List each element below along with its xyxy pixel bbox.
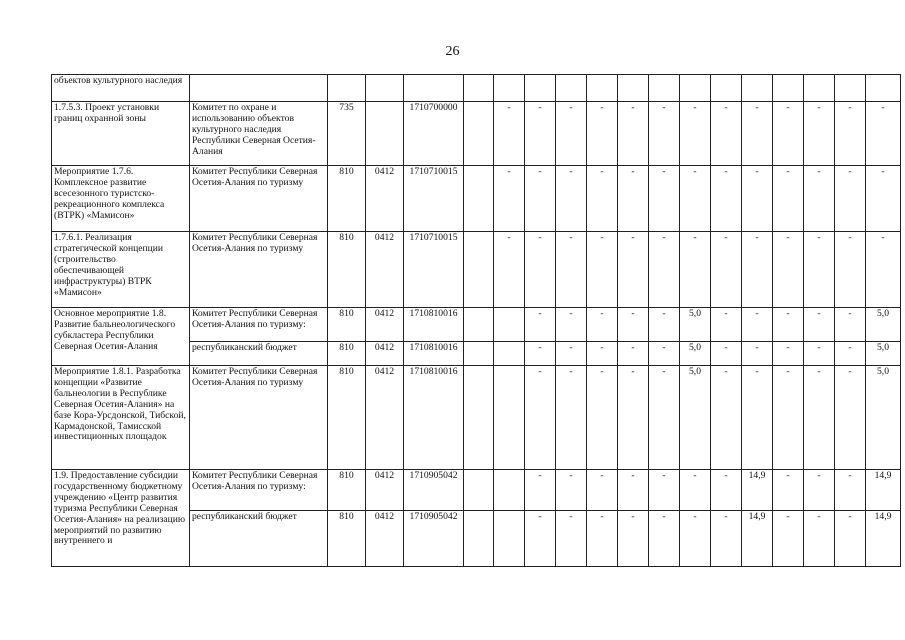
value-cell <box>556 75 587 102</box>
value-cell <box>773 75 804 102</box>
value-cell: - <box>649 470 680 511</box>
value-cell: - <box>525 166 556 232</box>
value-cell: - <box>742 102 773 166</box>
executor-cell: Комитет Республики Северная Осетия-Алания по туризму <box>190 366 328 470</box>
value-cell: - <box>587 366 618 470</box>
value-cell: - <box>680 232 711 308</box>
executor-cell: Комитет Республики Северная Осетия-Алания по туризму: <box>190 308 328 342</box>
value-cell: - <box>742 366 773 470</box>
value-cell: - <box>804 166 835 232</box>
grbs-cell: 810 <box>328 232 366 308</box>
value-cell: - <box>773 232 804 308</box>
value-cell <box>494 470 525 511</box>
value-cell: - <box>742 342 773 366</box>
executor-cell: Комитет Республики Северная Осетия-Алания по туризму: <box>190 470 328 511</box>
value-cell: - <box>525 308 556 342</box>
value-cell: - <box>556 308 587 342</box>
grbs-cell: 810 <box>328 470 366 511</box>
value-cell: - <box>587 166 618 232</box>
value-cell: - <box>835 511 866 567</box>
vr-cell <box>464 366 494 470</box>
value-cell: - <box>866 102 901 166</box>
table-row <box>52 166 901 232</box>
executor-cell: Комитет Республики Северная Осетия-Алания по туризму <box>190 166 328 232</box>
value-cell: - <box>773 102 804 166</box>
csr-cell: 1710710015 <box>404 232 464 308</box>
vr-cell <box>464 308 494 342</box>
vr-cell <box>464 166 494 232</box>
value-cell: - <box>525 102 556 166</box>
value-cell: - <box>587 470 618 511</box>
rzpr-cell <box>366 75 404 102</box>
value-cell: - <box>835 232 866 308</box>
measure-name-cell: Мероприятие 1.7.6. Комплексное развитие всесезонного туристско-рекреационного комплекса (ВТРК) «Мамисон» <box>52 166 190 232</box>
value-cell: - <box>773 470 804 511</box>
value-cell: - <box>742 308 773 342</box>
rzpr-cell: 0412 <box>366 232 404 308</box>
value-cell: - <box>618 470 649 511</box>
measure-name-cell: 1.9. Предоставление субсидии государственному бюджетному учреждению «Центр развития туризма Республики Северная Осетия-Алания» на реализацию мероприятий по развитию внутреннего и <box>52 470 190 567</box>
rzpr-cell: 0412 <box>366 342 404 366</box>
value-cell: - <box>649 366 680 470</box>
rzpr-cell: 0412 <box>366 166 404 232</box>
value-cell: - <box>835 308 866 342</box>
measure-name-cell: Основное мероприятие 1.8. Развитие бальнеологического субкластера Республики Северная Осетия-Алания <box>52 308 190 366</box>
value-cell: - <box>525 511 556 567</box>
value-cell: 5,0 <box>866 342 901 366</box>
executor-cell <box>190 75 328 102</box>
value-cell: - <box>556 232 587 308</box>
csr-cell: 1710810016 <box>404 308 464 342</box>
value-cell: 5,0 <box>866 308 901 342</box>
budget-table <box>51 74 901 567</box>
value-cell: - <box>680 102 711 166</box>
value-cell: - <box>835 166 866 232</box>
value-cell <box>866 75 901 102</box>
measure-name-cell: 1.7.5.3. Проект установки границ охранной зоны <box>52 102 190 166</box>
value-cell: - <box>556 511 587 567</box>
value-cell: - <box>556 470 587 511</box>
value-cell <box>835 75 866 102</box>
value-cell <box>494 342 525 366</box>
value-cell: - <box>711 308 742 342</box>
value-cell: - <box>587 511 618 567</box>
csr-cell <box>404 75 464 102</box>
value-cell: - <box>711 342 742 366</box>
value-cell: - <box>680 470 711 511</box>
value-cell: 5,0 <box>866 366 901 470</box>
vr-cell <box>464 102 494 166</box>
grbs-cell: 810 <box>328 308 366 342</box>
value-cell <box>525 75 556 102</box>
value-cell: - <box>711 511 742 567</box>
rzpr-cell: 0412 <box>366 470 404 511</box>
value-cell: - <box>618 166 649 232</box>
value-cell <box>494 308 525 342</box>
value-cell: - <box>804 308 835 342</box>
value-cell <box>587 75 618 102</box>
value-cell: - <box>494 232 525 308</box>
value-cell: - <box>618 308 649 342</box>
value-cell: - <box>587 342 618 366</box>
value-cell <box>649 75 680 102</box>
table-row <box>52 470 901 511</box>
grbs-cell <box>328 75 366 102</box>
value-cell <box>494 366 525 470</box>
value-cell: 14,9 <box>742 511 773 567</box>
rzpr-cell <box>366 102 404 166</box>
value-cell: - <box>773 342 804 366</box>
value-cell: - <box>742 166 773 232</box>
value-cell: - <box>649 102 680 166</box>
csr-cell: 1710810016 <box>404 366 464 470</box>
csr-cell: 1710810016 <box>404 342 464 366</box>
value-cell: - <box>711 366 742 470</box>
value-cell: - <box>618 102 649 166</box>
csr-cell: 1710710015 <box>404 166 464 232</box>
value-cell <box>804 75 835 102</box>
value-cell: - <box>711 166 742 232</box>
measure-name-cell: объектов культурного наследия <box>52 75 190 102</box>
value-cell: - <box>649 511 680 567</box>
value-cell: - <box>804 232 835 308</box>
value-cell: - <box>556 102 587 166</box>
value-cell: 14,9 <box>866 470 901 511</box>
value-cell: - <box>587 102 618 166</box>
value-cell: - <box>494 102 525 166</box>
table-row <box>52 75 901 102</box>
value-cell <box>618 75 649 102</box>
vr-cell <box>464 470 494 511</box>
value-cell: - <box>618 511 649 567</box>
value-cell: 14,9 <box>866 511 901 567</box>
value-cell: - <box>556 166 587 232</box>
measure-name-cell: Мероприятие 1.8.1. Разработка концепции «Развитие бальнеологии в Республике Северная Осетия-Алания» на базе Кора-Урсдонской, Тибской, Кармадонской, Тамисской инвестиционных площадок <box>52 366 190 470</box>
value-cell: - <box>649 232 680 308</box>
value-cell: - <box>525 232 556 308</box>
executor-cell: Комитет Республики Северная Осетия-Алания по туризму <box>190 232 328 308</box>
value-cell <box>494 511 525 567</box>
value-cell <box>494 75 525 102</box>
value-cell: - <box>711 102 742 166</box>
table-row <box>52 366 901 470</box>
executor-cell: республиканский бюджет <box>190 342 328 366</box>
value-cell <box>680 75 711 102</box>
value-cell: - <box>773 166 804 232</box>
value-cell: - <box>711 232 742 308</box>
vr-cell <box>464 342 494 366</box>
value-cell: - <box>773 366 804 470</box>
table-row <box>52 102 901 166</box>
value-cell: - <box>804 366 835 470</box>
value-cell: - <box>525 470 556 511</box>
rzpr-cell: 0412 <box>366 308 404 342</box>
value-cell: 5,0 <box>680 342 711 366</box>
value-cell: - <box>556 366 587 470</box>
csr-cell: 1710905042 <box>404 511 464 567</box>
value-cell: - <box>525 366 556 470</box>
table-row <box>52 232 901 308</box>
value-cell: - <box>835 470 866 511</box>
grbs-cell: 735 <box>328 102 366 166</box>
value-cell: - <box>680 166 711 232</box>
value-cell: - <box>525 342 556 366</box>
value-cell: - <box>773 308 804 342</box>
value-cell: - <box>680 511 711 567</box>
vr-cell <box>464 511 494 567</box>
value-cell: 14,9 <box>742 470 773 511</box>
value-cell: - <box>556 342 587 366</box>
value-cell: - <box>835 342 866 366</box>
value-cell: - <box>804 470 835 511</box>
value-cell: - <box>742 232 773 308</box>
value-cell: - <box>649 342 680 366</box>
value-cell: 5,0 <box>680 366 711 470</box>
value-cell: - <box>494 166 525 232</box>
value-cell: - <box>618 342 649 366</box>
value-cell: 5,0 <box>680 308 711 342</box>
executor-cell: Комитет по охране и использованию объектов культурного наследия Республики Северная Осетия-Алания <box>190 102 328 166</box>
vr-cell <box>464 75 494 102</box>
value-cell: - <box>835 102 866 166</box>
value-cell: - <box>866 166 901 232</box>
table-row <box>52 308 901 342</box>
grbs-cell: 810 <box>328 342 366 366</box>
value-cell: - <box>773 511 804 567</box>
value-cell: - <box>587 232 618 308</box>
csr-cell: 1710905042 <box>404 470 464 511</box>
value-cell: - <box>649 308 680 342</box>
grbs-cell: 810 <box>328 366 366 470</box>
value-cell <box>742 75 773 102</box>
value-cell: - <box>618 232 649 308</box>
value-cell: - <box>804 342 835 366</box>
value-cell: - <box>866 232 901 308</box>
csr-cell: 1710700000 <box>404 102 464 166</box>
grbs-cell: 810 <box>328 166 366 232</box>
value-cell: - <box>804 511 835 567</box>
executor-cell: республиканский бюджет <box>190 511 328 567</box>
value-cell: - <box>711 470 742 511</box>
grbs-cell: 810 <box>328 511 366 567</box>
value-cell <box>711 75 742 102</box>
value-cell: - <box>618 366 649 470</box>
measure-name-cell: 1.7.6.1. Реализация стратегической концепции (строительство обеспечивающей инфраструктуры) ВТРК «Мамисон» <box>52 232 190 308</box>
value-cell: - <box>649 166 680 232</box>
vr-cell <box>464 232 494 308</box>
rzpr-cell: 0412 <box>366 366 404 470</box>
rzpr-cell: 0412 <box>366 511 404 567</box>
page-number: 26 <box>445 44 460 59</box>
value-cell: - <box>804 102 835 166</box>
value-cell: - <box>587 308 618 342</box>
value-cell: - <box>835 366 866 470</box>
